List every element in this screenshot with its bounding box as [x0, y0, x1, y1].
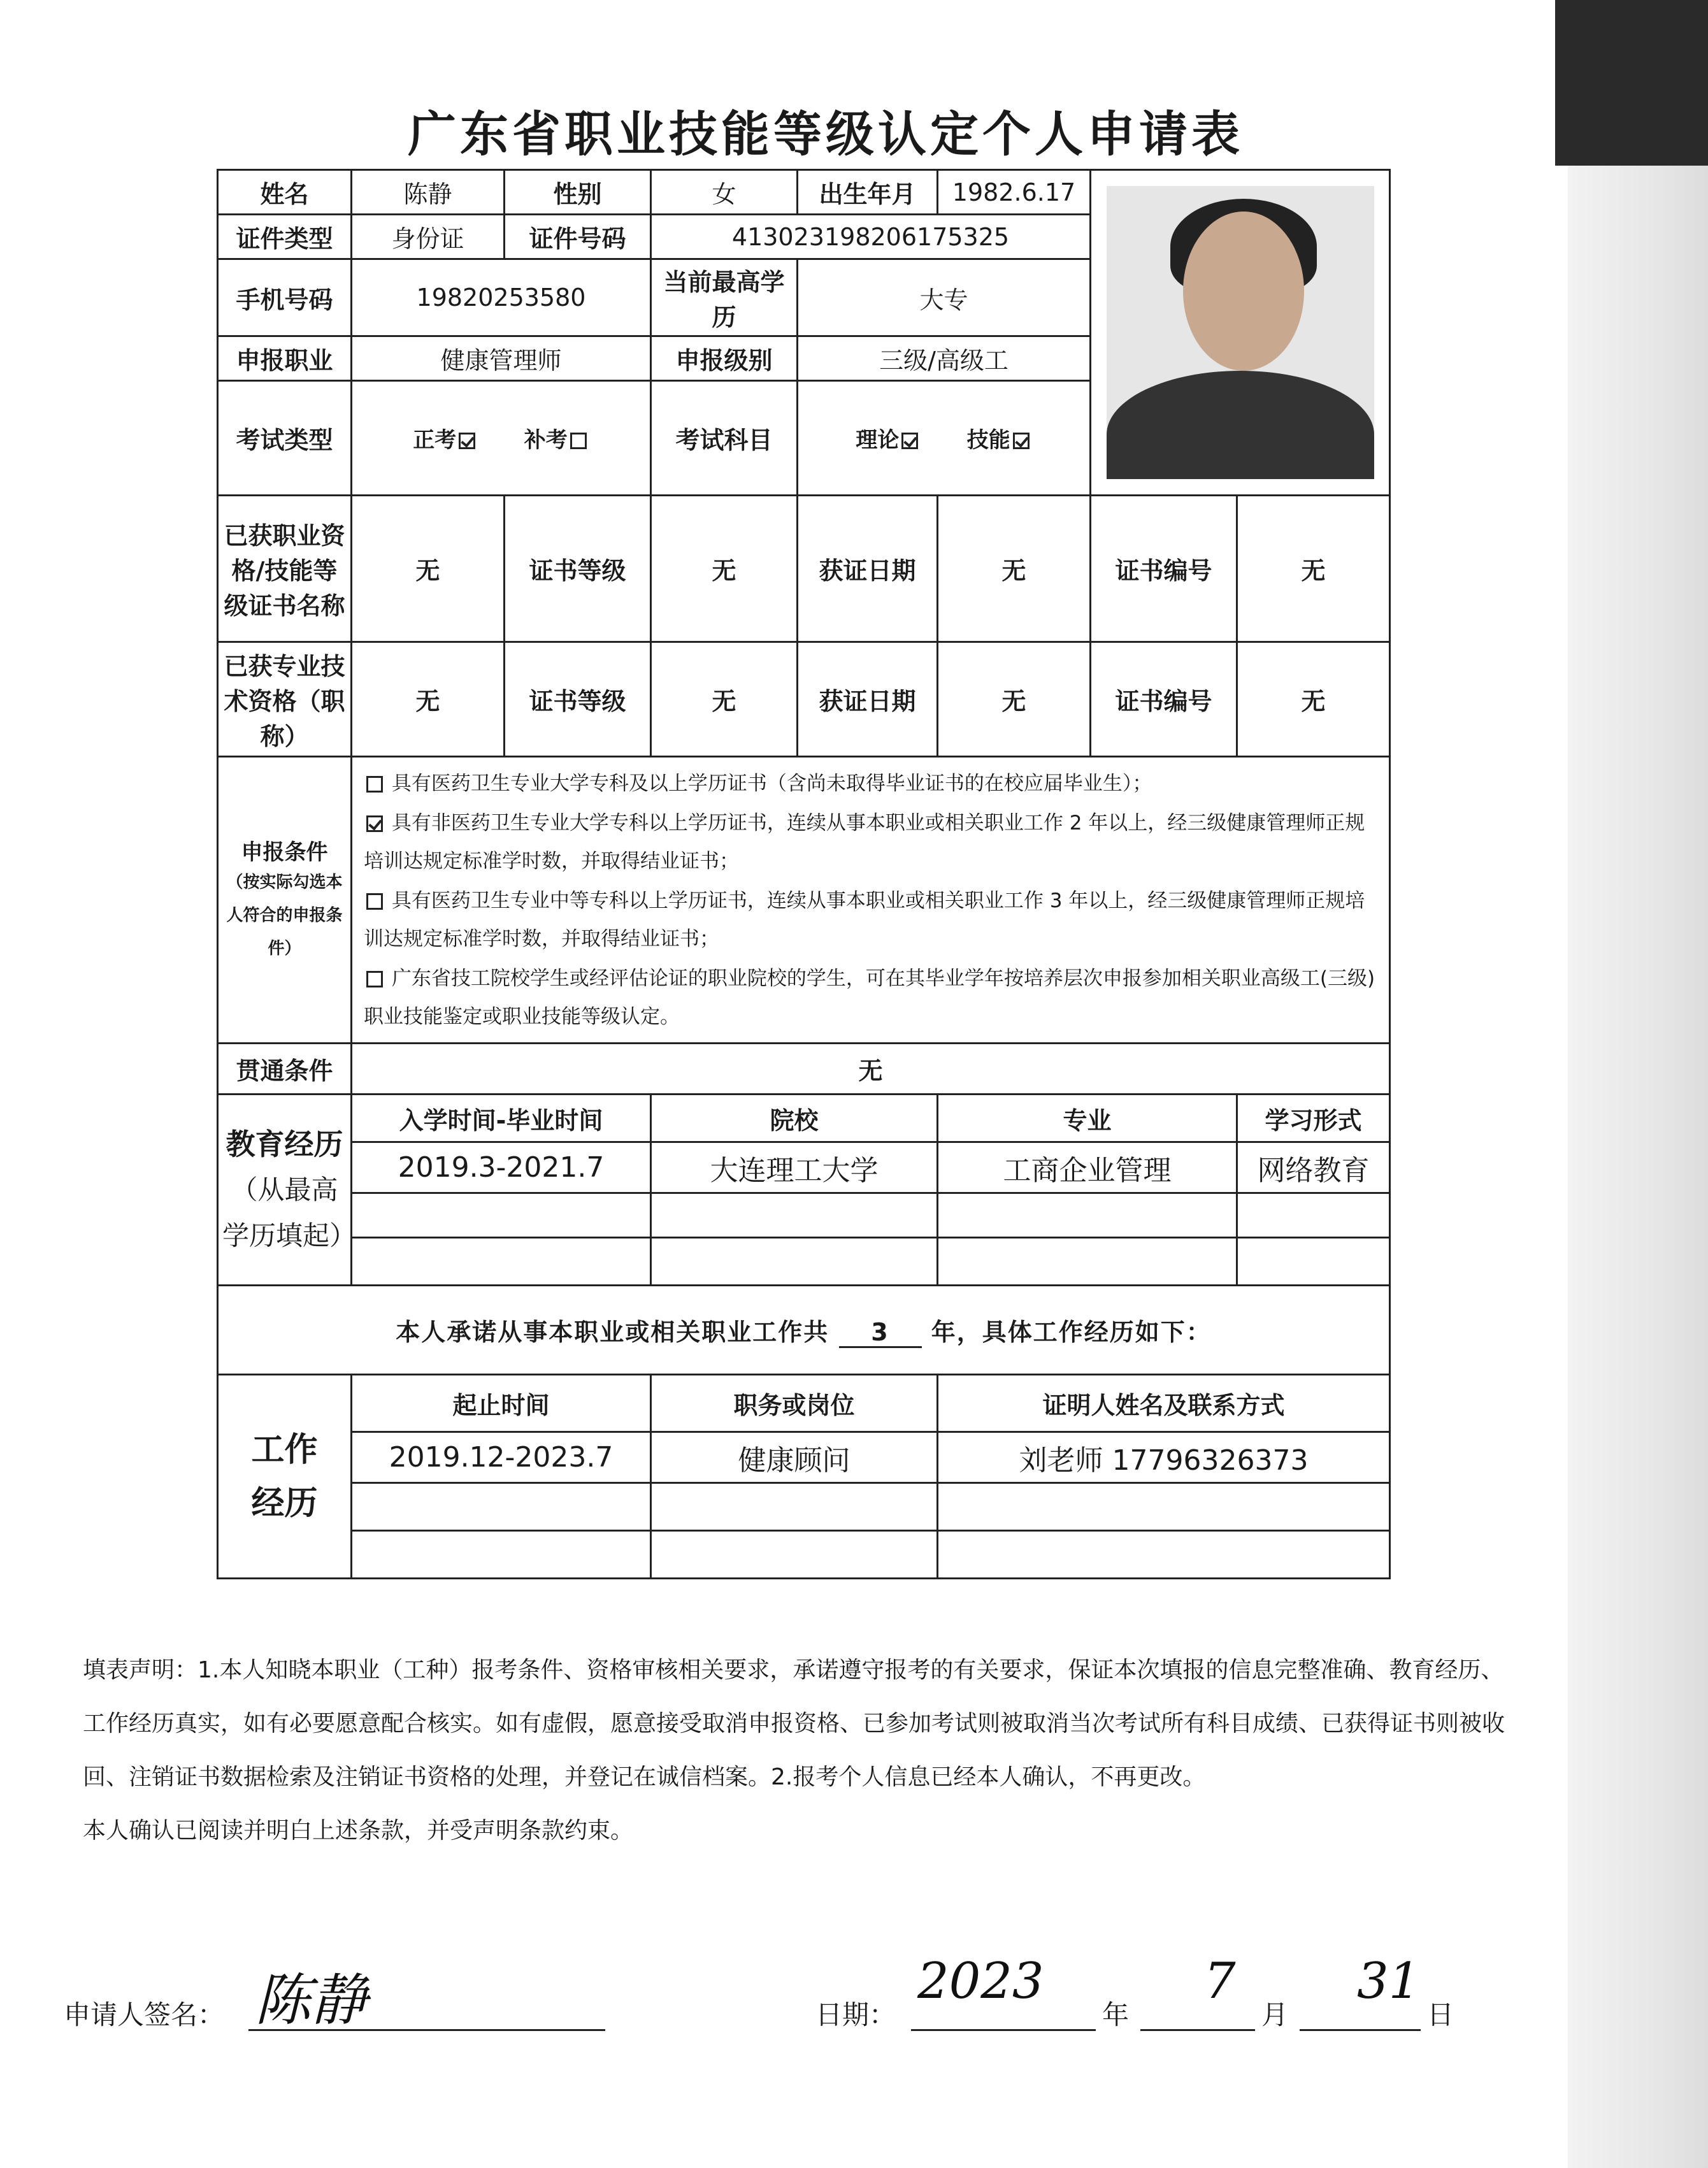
edu-row-empty [352, 1193, 651, 1238]
cert2-date-value: 无 [938, 642, 1091, 757]
commitment-suffix: 年，具体工作经历如下： [931, 1317, 1212, 1346]
work-label: 工作经历 [251, 1430, 318, 1523]
edu-header-major: 专业 [938, 1095, 1237, 1142]
photo-cell [1091, 170, 1390, 496]
work-row-empty [938, 1531, 1390, 1579]
work-row-witness: 刘老师 17796326373 [938, 1432, 1390, 1483]
work-row-empty [352, 1483, 651, 1531]
commitment-row [218, 1286, 1390, 1375]
condition-2-checkbox[interactable] [366, 815, 383, 832]
work-label-cell [218, 1375, 352, 1579]
conditions-list [352, 757, 1390, 1044]
name-label: 姓名 [218, 170, 352, 215]
formal-exam-label: 正考 [413, 427, 457, 453]
condition-item [364, 804, 1377, 880]
birth-value: 1982.6.17 [938, 170, 1091, 215]
cert2-no-value: 无 [1237, 642, 1390, 757]
exam-type-options [352, 381, 651, 496]
work-header-witness: 证明人姓名及联系方式 [938, 1375, 1390, 1432]
handwritten-signature: 陈静 [255, 1967, 368, 2033]
edu-row-major: 工商企业管理 [938, 1142, 1237, 1193]
exam-subject-label: 考试科目 [651, 381, 798, 496]
form-title: 广东省职业技能等级认定个人申请表 [408, 106, 1244, 162]
id-no-value: 413023198206175325 [651, 215, 1091, 259]
condition-1-checkbox[interactable] [366, 776, 383, 793]
condition-item [364, 882, 1377, 958]
cert1-date-value: 无 [938, 496, 1091, 642]
theory-label: 理论 [856, 427, 900, 453]
work-row-period: 2019.12-2023.7 [352, 1432, 651, 1483]
condition-3-checkbox[interactable] [366, 893, 383, 910]
through-value: 无 [352, 1044, 1390, 1095]
work-row-empty [352, 1531, 651, 1579]
background-shadow [1555, 0, 1708, 166]
edu-row-empty [352, 1238, 651, 1286]
condition-item [364, 959, 1377, 1036]
edu-row-empty [938, 1193, 1237, 1238]
id-no-label: 证件号码 [505, 215, 651, 259]
condition-4-checkbox[interactable] [366, 971, 383, 987]
cert2-grade-label: 证书等级 [505, 642, 651, 757]
cert2-grade-value: 无 [651, 642, 798, 757]
edu-value: 大专 [798, 259, 1091, 336]
edu-row-empty [1237, 1238, 1390, 1286]
education-label-note: （从最高学历填起） [222, 1174, 357, 1251]
edu-header-mode: 学习形式 [1237, 1095, 1390, 1142]
edu-header-period: 入学时间-毕业时间 [352, 1095, 651, 1142]
condition-3-text: 具有医药卫生专业中等专科以上学历证书，连续从事本职业或相关职业工作 3 年以上，经三级健康管理师正规培训达规定标准学时数，并取得结业证书； [364, 889, 1365, 951]
cert1-label: 已获职业资格/技能等级证书名称 [218, 496, 352, 642]
gender-label: 性别 [505, 170, 651, 215]
condition-2-text: 具有非医药卫生专业大学专科以上学历证书，连续从事本职业或相关职业工作 2 年以上，经三级健康管理师正规培训达规定标准学时数，并取得结业证书； [364, 811, 1365, 873]
year-unit: 年 [1102, 1999, 1130, 2030]
birth-label: 出生年月 [798, 170, 938, 215]
conditions-label: 申报条件 [241, 840, 328, 865]
month-unit: 月 [1261, 1999, 1289, 2030]
work-row-empty [651, 1531, 938, 1579]
skill-checkbox[interactable] [1013, 433, 1030, 449]
level-label: 申报级别 [651, 336, 798, 381]
cert1-value: 无 [352, 496, 505, 642]
condition-1-text: 具有医药卫生专业大学专科及以上学历证书（含尚未取得毕业证书的在校应届毕业生）； [391, 772, 1152, 795]
conditions-note: （按实际勾选本人符合的申报条件） [226, 873, 343, 958]
work-header-period: 起止时间 [352, 1375, 651, 1432]
education-label-cell [218, 1095, 357, 1286]
work-row-position: 健康顾问 [651, 1432, 938, 1483]
skill-label: 技能 [966, 427, 1010, 453]
work-header-position: 职务或岗位 [651, 1375, 938, 1432]
formal-exam-checkbox[interactable] [459, 433, 475, 449]
gender-value: 女 [651, 170, 798, 215]
day-unit: 日 [1427, 1999, 1454, 2030]
id-type-value: 身份证 [352, 215, 505, 259]
occupation-value: 健康管理师 [352, 336, 651, 381]
handwritten-year: 2023 [917, 1953, 1044, 2010]
signature-row [64, 1953, 1529, 2033]
cert1-no-value: 无 [1237, 496, 1390, 642]
edu-header-school: 院校 [651, 1095, 938, 1142]
edu-row-school: 大连理工大学 [651, 1142, 938, 1193]
conditions-label-cell [218, 757, 352, 1044]
day-line [1300, 2029, 1421, 2031]
paper-edge [1568, 0, 1708, 2168]
application-form-table [217, 169, 1391, 1579]
applicant-photo [1107, 186, 1374, 479]
commitment-prefix: 本人承诺从事本职业或相关职业工作共 [396, 1317, 829, 1346]
work-row-empty [938, 1483, 1390, 1531]
cert2-value: 无 [352, 642, 505, 757]
level-value: 三级/高级工 [798, 336, 1091, 381]
education-label: 教育经历 [226, 1126, 343, 1161]
edu-label: 当前最高学历 [651, 259, 798, 336]
edu-row-empty [938, 1238, 1237, 1286]
through-label: 贯通条件 [218, 1044, 352, 1095]
handwritten-day: 31 [1357, 1953, 1421, 2010]
cert1-no-label: 证书编号 [1091, 496, 1237, 642]
declaration [83, 1644, 1523, 1858]
name-value: 陈静 [352, 170, 505, 215]
occupation-label: 申报职业 [218, 336, 352, 381]
exam-type-label: 考试类型 [218, 381, 352, 496]
id-type-label: 证件类型 [218, 215, 352, 259]
signature-line [248, 2029, 605, 2031]
cert1-grade-value: 无 [651, 496, 798, 642]
year-line [911, 2029, 1096, 2031]
month-line [1140, 2029, 1255, 2031]
date-label: 日期： [815, 1999, 896, 2030]
declaration-confirm: 本人确认已阅读并明白上述条款，并受声明条款约束。 [83, 1818, 634, 1844]
edu-row-empty [1237, 1193, 1390, 1238]
cert1-grade-label: 证书等级 [505, 496, 651, 642]
cert2-date-label: 获证日期 [798, 642, 938, 757]
cert2-no-label: 证书编号 [1091, 642, 1237, 757]
signature-label: 申请人签名： [64, 1999, 225, 2030]
theory-checkbox[interactable] [901, 433, 918, 449]
edu-row-mode: 网络教育 [1237, 1142, 1390, 1193]
handwritten-month: 7 [1204, 1953, 1236, 2010]
cert1-date-label: 获证日期 [798, 496, 938, 642]
commitment-years: 3 [839, 1318, 922, 1348]
work-row-empty [651, 1483, 938, 1531]
condition-item [364, 765, 1377, 803]
phone-value: 19820253580 [352, 259, 651, 336]
exam-subject-options [798, 381, 1091, 496]
cert2-label: 已获专业技术资格（职称） [218, 642, 352, 757]
declaration-text: 填表声明：1.本人知晓本职业（工种）报考条件、资格审核相关要求，承诺遵守报考的有关要求，保证本次填报的信息完整准确、教育经历、工作经历真实，如有必要愿意配合核实。如有虚假，愿意接受取消申报资格、已参加考试则被取消当次考试所有科目成绩、已获得证书则被收回、注销证书数据检索及注销证书资格的处理，并登记在诚信档案。2.报考个人信息已经本人确认，不再更改。 [83, 1657, 1505, 1790]
makeup-exam-checkbox[interactable] [570, 433, 587, 449]
edu-row-empty [651, 1238, 938, 1286]
edu-row-empty [651, 1193, 938, 1238]
phone-label: 手机号码 [218, 259, 352, 336]
makeup-exam-label: 补考 [524, 427, 568, 453]
edu-row-period: 2019.3-2021.7 [352, 1142, 651, 1193]
condition-4-text: 广东省技工院校学生或经评估论证的职业院校的学生，可在其毕业学年按培养层次申报参加相关职业高级工(三级)职业技能鉴定或职业技能等级认定。 [364, 966, 1375, 1028]
